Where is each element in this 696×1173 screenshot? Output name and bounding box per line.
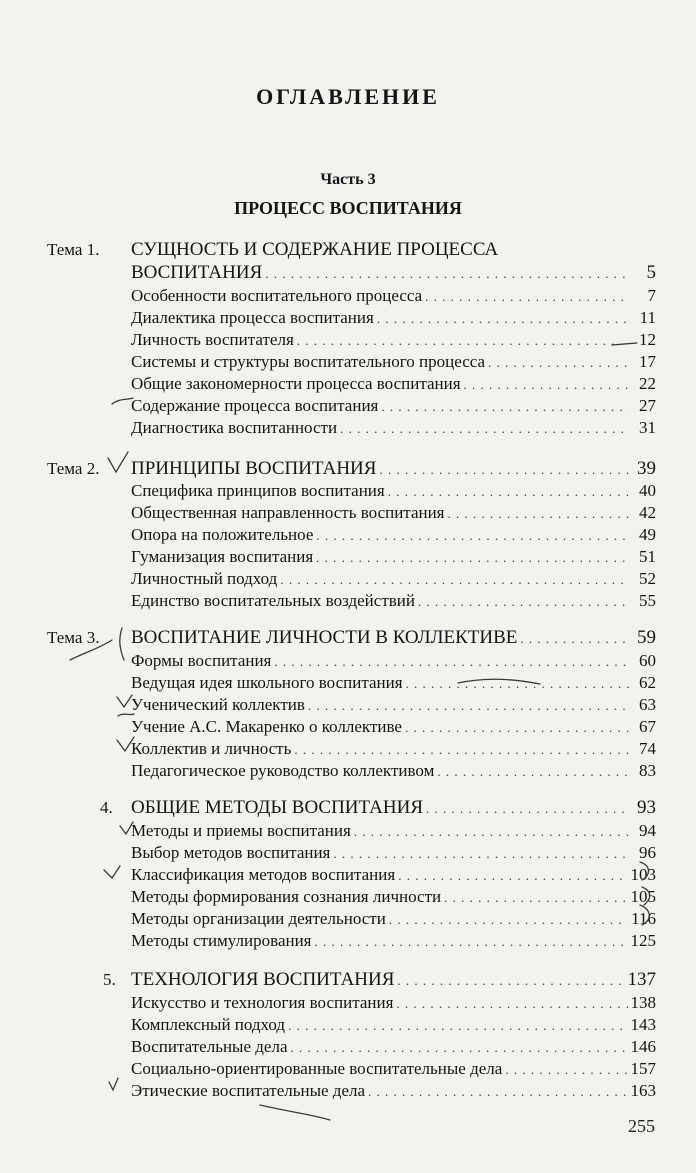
toc-entry-title: Выбор методов воспитания bbox=[131, 843, 331, 862]
toc-entry-title: Этические воспитательные дела bbox=[131, 1081, 366, 1100]
toc-entry-title: Опора на положительное bbox=[131, 525, 314, 544]
toc-entry-page: 62 bbox=[639, 673, 656, 692]
toc-entry[interactable] bbox=[0, 546, 696, 568]
toc-entry-page: 55 bbox=[639, 591, 656, 610]
toc-entry-title: Гуманизация воспитания bbox=[131, 547, 314, 566]
toc-entry-title: Единство воспитательных воздействий bbox=[131, 591, 415, 610]
toc-entry-title: Диалектика процесса воспитания bbox=[131, 308, 374, 327]
toc-entry-heading[interactable] bbox=[0, 797, 696, 819]
part-label: Часть 3 bbox=[320, 171, 376, 188]
toc-entry-title: Личность воспитателя bbox=[131, 330, 294, 349]
toc-entry[interactable] bbox=[0, 351, 696, 373]
toc-entry[interactable] bbox=[0, 417, 696, 439]
toc-entry-title: Учение А.С. Макаренко о коллективе bbox=[131, 717, 402, 736]
toc-entry[interactable] bbox=[0, 329, 696, 351]
toc-entry-title: Общественная направленность воспитания bbox=[131, 503, 445, 522]
toc-entry-title: Системы и структуры воспитательного процесса bbox=[131, 352, 486, 371]
toc-entry[interactable] bbox=[0, 760, 696, 782]
toc-entry-title: Коллектив и личность bbox=[131, 739, 292, 758]
toc-entry-page: 83 bbox=[639, 761, 656, 780]
toc-entry-title: Педагогическое руководство коллективом bbox=[131, 761, 435, 780]
toc-entry-page: 94 bbox=[639, 821, 656, 840]
toc-entry-heading[interactable] bbox=[0, 627, 696, 649]
toc-entry[interactable] bbox=[0, 672, 696, 694]
toc-entry-page: 17 bbox=[639, 352, 656, 371]
toc-entry-title: Специфика принципов воспитания bbox=[131, 481, 385, 500]
toc-entry-page: 67 bbox=[639, 717, 656, 736]
toc-entry-page: 31 bbox=[639, 418, 656, 437]
toc-entry-page: 42 bbox=[639, 503, 656, 522]
toc-entry-title: Особенности воспитательного процесса bbox=[131, 286, 423, 305]
toc-entry-title: Общие закономерности процесса воспитания bbox=[131, 374, 461, 393]
toc-entry-page: 138 bbox=[630, 993, 656, 1012]
toc-entry-title: Методы и приемы воспитания bbox=[131, 821, 351, 840]
toc-entry[interactable] bbox=[0, 738, 696, 760]
toc-entry-page: 49 bbox=[639, 525, 656, 544]
toc-entry-heading[interactable] bbox=[0, 458, 696, 480]
squiggle-mark bbox=[260, 1105, 330, 1120]
toc-entry-title: ТЕХНОЛОГИЯ ВОСПИТАНИЯ bbox=[131, 969, 395, 990]
toc-entry-title: Воспитательные дела bbox=[131, 1037, 288, 1056]
toc-entry-page: 146 bbox=[630, 1037, 656, 1056]
toc-entry[interactable] bbox=[0, 864, 696, 886]
toc-entry[interactable] bbox=[0, 886, 696, 908]
toc-entry[interactable] bbox=[0, 992, 696, 1014]
toc-entry[interactable] bbox=[0, 1036, 696, 1058]
topic-label: Тема 2. bbox=[47, 459, 100, 478]
toc-entry-page: 60 bbox=[639, 651, 656, 670]
toc-entry-title: Личностный подход bbox=[131, 569, 278, 588]
toc-entry[interactable] bbox=[0, 307, 696, 329]
toc-entry[interactable] bbox=[0, 524, 696, 546]
topic-label: Тема 3. bbox=[47, 628, 100, 647]
toc-entry-heading[interactable] bbox=[0, 262, 696, 284]
toc-entry[interactable] bbox=[0, 373, 696, 395]
toc-entry-page: 103 bbox=[630, 865, 656, 884]
toc-entry[interactable] bbox=[0, 842, 696, 864]
toc-entry-page: 137 bbox=[627, 969, 656, 990]
toc-entry-page: 39 bbox=[637, 458, 656, 479]
toc-entry-title: ВОСПИТАНИЕ ЛИЧНОСТИ В КОЛЛЕКТИВЕ bbox=[131, 627, 518, 648]
toc-entry[interactable] bbox=[0, 820, 696, 842]
toc-entry-page: 52 bbox=[639, 569, 656, 588]
topic-heading-line1: СУЩНОСТЬ И СОДЕРЖАНИЕ ПРОЦЕССА bbox=[131, 239, 499, 260]
toc-entry-page: 143 bbox=[630, 1015, 656, 1034]
topic-label: 5. bbox=[103, 970, 116, 989]
toc-entry[interactable] bbox=[0, 590, 696, 612]
toc-entry-title: ОБЩИЕ МЕТОДЫ ВОСПИТАНИЯ bbox=[131, 797, 424, 818]
toc-entry-title: Методы стимулирования bbox=[131, 931, 312, 950]
toc-entry-page: 7 bbox=[647, 286, 656, 305]
toc-entry[interactable] bbox=[0, 285, 696, 307]
toc-entry-page: 59 bbox=[637, 627, 656, 648]
toc-entry[interactable] bbox=[0, 930, 696, 952]
page-title: ОГЛАВЛЕНИЕ bbox=[256, 84, 440, 109]
toc-entry-page: 11 bbox=[639, 308, 656, 327]
toc-entry-page: 125 bbox=[630, 931, 656, 950]
toc-entry-page: 105 bbox=[630, 887, 656, 906]
part-title: ПРОЦЕСС ВОСПИТАНИЯ bbox=[234, 198, 462, 218]
toc-entry[interactable] bbox=[0, 716, 696, 738]
toc-entry[interactable] bbox=[0, 568, 696, 590]
toc-entry-page: 63 bbox=[639, 695, 656, 714]
toc-entry[interactable] bbox=[0, 1058, 696, 1080]
toc-entry[interactable] bbox=[0, 502, 696, 524]
toc-entry-title: Содержание процесса воспитания bbox=[131, 396, 379, 415]
toc-entry-title: ВОСПИТАНИЯ bbox=[131, 262, 263, 283]
toc-entry-title: Формы воспитания bbox=[131, 651, 272, 670]
toc-entry[interactable] bbox=[0, 650, 696, 672]
toc-entry-title: Методы организации деятельности bbox=[131, 909, 386, 928]
toc-entry-title: Социально-ориентированные воспитательные дела bbox=[131, 1059, 503, 1078]
toc-entry-page: 163 bbox=[630, 1081, 656, 1100]
toc-entry-page: 51 bbox=[639, 547, 656, 566]
toc-entry-page: 12 bbox=[639, 330, 656, 349]
toc-entry-title: Классификация методов воспитания bbox=[131, 865, 396, 884]
toc-entry-title: Диагностика воспитанности bbox=[131, 418, 338, 437]
topic-label: Тема 1. bbox=[47, 240, 100, 259]
toc-entry-title: Методы формирования сознания личности bbox=[131, 887, 442, 906]
toc-entry-heading[interactable] bbox=[0, 969, 696, 991]
toc-entry-title: Искусство и технология воспитания bbox=[131, 993, 394, 1012]
toc-entry[interactable] bbox=[0, 395, 696, 417]
toc-entry-page: 5 bbox=[646, 262, 656, 283]
toc-entry-page: 116 bbox=[631, 909, 656, 928]
toc-entry[interactable] bbox=[0, 908, 696, 930]
topic-label: 4. bbox=[100, 798, 113, 817]
toc-entry-title: ПРИНЦИПЫ ВОСПИТАНИЯ bbox=[131, 458, 377, 479]
toc-entry-page: 27 bbox=[639, 396, 656, 415]
toc-entry[interactable] bbox=[0, 694, 696, 716]
toc-entry-page: 22 bbox=[639, 374, 656, 393]
toc-entry-title: Ведущая идея школьного воспитания bbox=[131, 673, 403, 692]
toc-entry-page: 74 bbox=[639, 739, 656, 758]
toc-entry-title: Ученический коллектив bbox=[131, 695, 305, 714]
toc-entry[interactable] bbox=[0, 1080, 696, 1102]
toc-entry-title: Комплексный подход bbox=[131, 1015, 286, 1034]
toc-entry-page: 96 bbox=[639, 843, 656, 862]
toc-entry[interactable] bbox=[0, 480, 696, 502]
toc-entry[interactable] bbox=[0, 1014, 696, 1036]
page-number: 255 bbox=[628, 1116, 655, 1136]
toc-entry-page: 157 bbox=[630, 1059, 656, 1078]
toc-entry-page: 40 bbox=[639, 481, 656, 500]
toc-entry-page: 93 bbox=[637, 797, 656, 818]
